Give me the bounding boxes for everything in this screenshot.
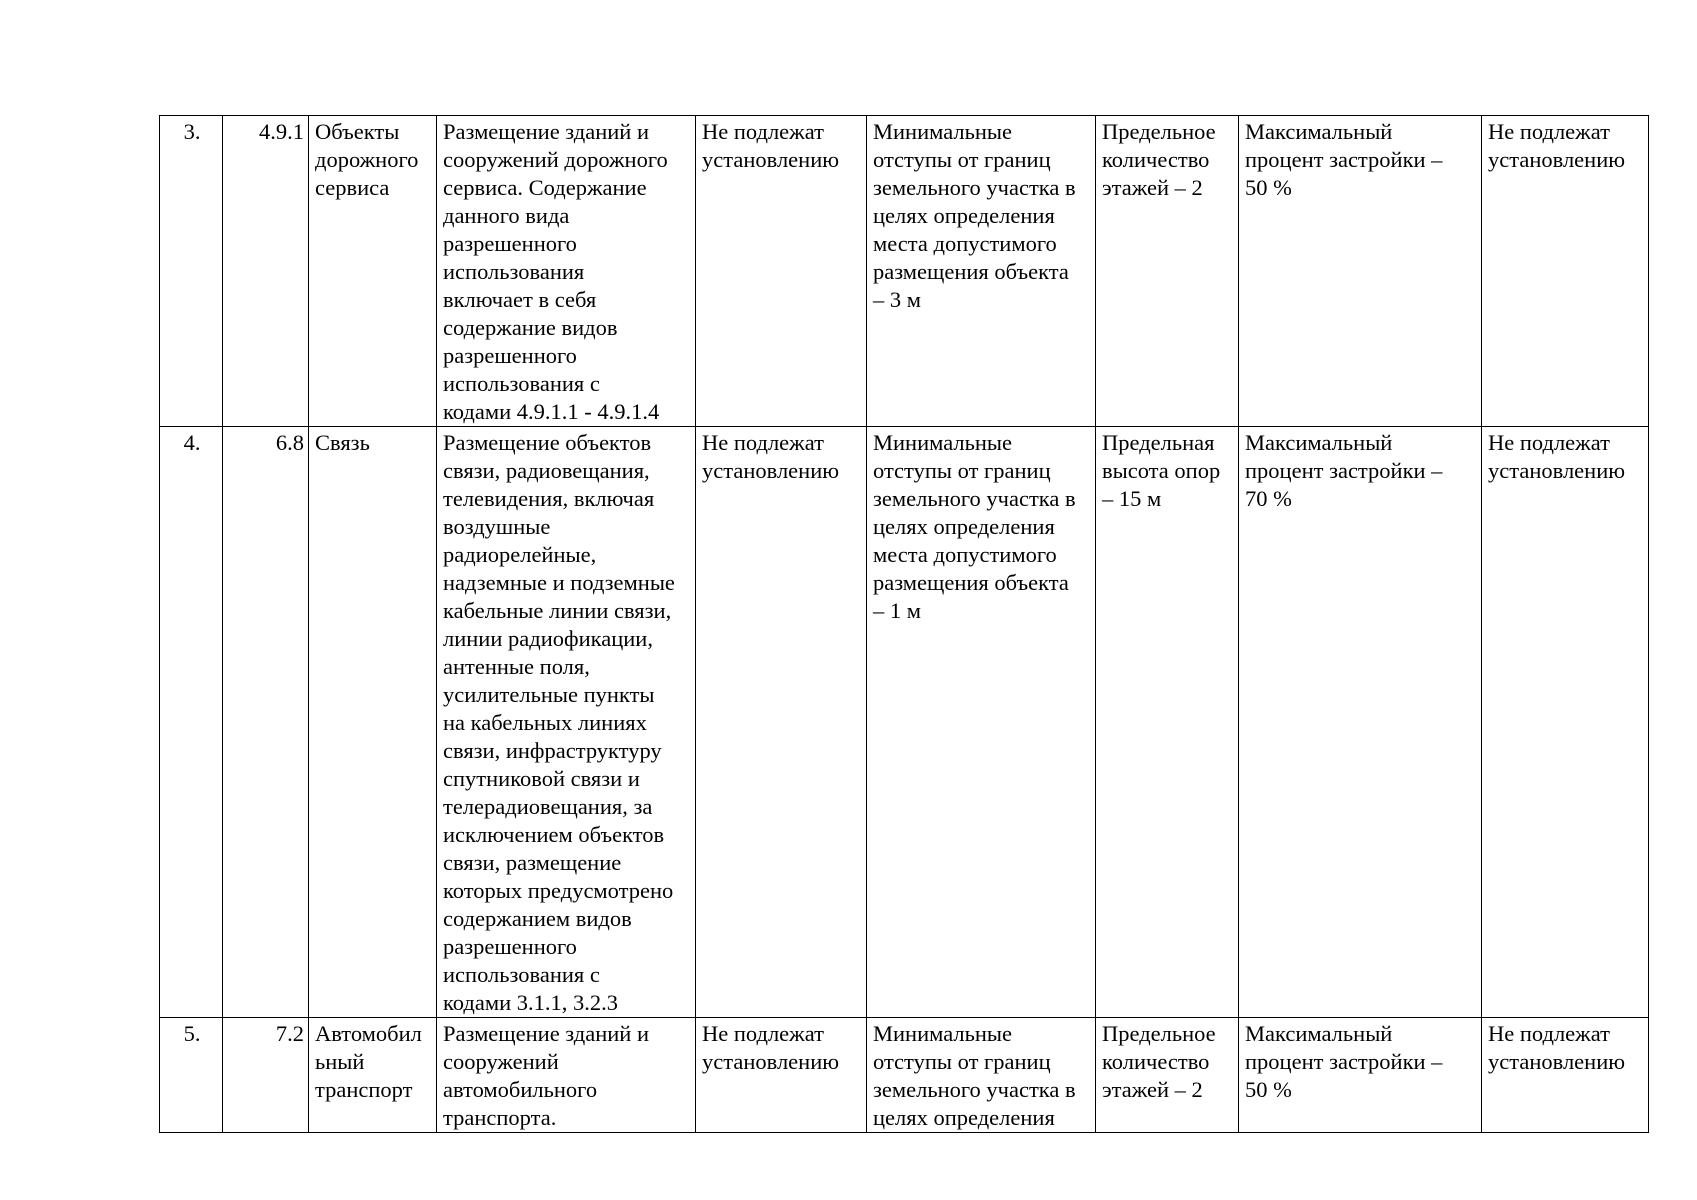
use-description: Размещение зданий и сооружений автомобильного транспорта. xyxy=(437,1018,696,1133)
plot-size-limits: Не подлежат установлению xyxy=(696,427,867,1018)
setback-limits: Минимальные отступы от границ земельного участка в целях определения места допустимого размещения объекта – 3 м xyxy=(867,116,1096,427)
use-description: Размещение зданий и сооружений дорожного сервиса. Содержание данного вида разрешенного использования включает в себя содержание видов разрешенного использования с кодами 4.9.1.1 - 4.9.1.4 xyxy=(437,116,696,427)
other-limits: Не подлежат установлению xyxy=(1482,1018,1649,1133)
coverage-limits: Максимальный процент застройки – 70 % xyxy=(1239,427,1482,1018)
table-row xyxy=(160,116,1649,427)
row-number: 5. xyxy=(160,1018,223,1133)
coverage-limits: Максимальный процент застройки – 50 % xyxy=(1239,1018,1482,1133)
plot-size-limits: Не подлежат установлению xyxy=(696,1018,867,1133)
use-code: 6.8 xyxy=(223,427,309,1018)
table-row xyxy=(160,427,1649,1018)
row-number: 4. xyxy=(160,427,223,1018)
other-limits: Не подлежат установлению xyxy=(1482,116,1649,427)
row-number: 3. xyxy=(160,116,223,427)
use-name: Связь xyxy=(309,427,437,1018)
table-row xyxy=(160,1018,1649,1133)
other-limits: Не подлежат установлению xyxy=(1482,427,1649,1018)
land-use-table xyxy=(159,115,1649,1133)
plot-size-limits: Не подлежат установлению xyxy=(696,116,867,427)
setback-limits: Минимальные отступы от границ земельного участка в целях определения xyxy=(867,1018,1096,1133)
use-description: Размещение объектов связи, радиовещания, телевидения, включая воздушные радиорелейные, надземные и подземные кабельные линии связи, линии радиофикации, антенные поля, усилительные пункты на кабельных линиях связи, инфраструктуру спутниковой связи и телерадиовещания, за исключением объектов связи, размещение которых предусмотрено содержанием видов разрешенного использования с кодами 3.1.1, 3.2.3 xyxy=(437,427,696,1018)
setback-limits: Минимальные отступы от границ земельного участка в целях определения места допустимого размещения объекта – 1 м xyxy=(867,427,1096,1018)
coverage-limits: Максимальный процент застройки – 50 % xyxy=(1239,116,1482,427)
use-name: Автомобил ьный транспорт xyxy=(309,1018,437,1133)
use-code: 4.9.1 xyxy=(223,116,309,427)
height-limits: Предельная высота опор – 15 м xyxy=(1096,427,1239,1018)
use-name: Объекты дорожного сервиса xyxy=(309,116,437,427)
use-code: 7.2 xyxy=(223,1018,309,1133)
height-limits: Предельное количество этажей – 2 xyxy=(1096,1018,1239,1133)
height-limits: Предельное количество этажей – 2 xyxy=(1096,116,1239,427)
